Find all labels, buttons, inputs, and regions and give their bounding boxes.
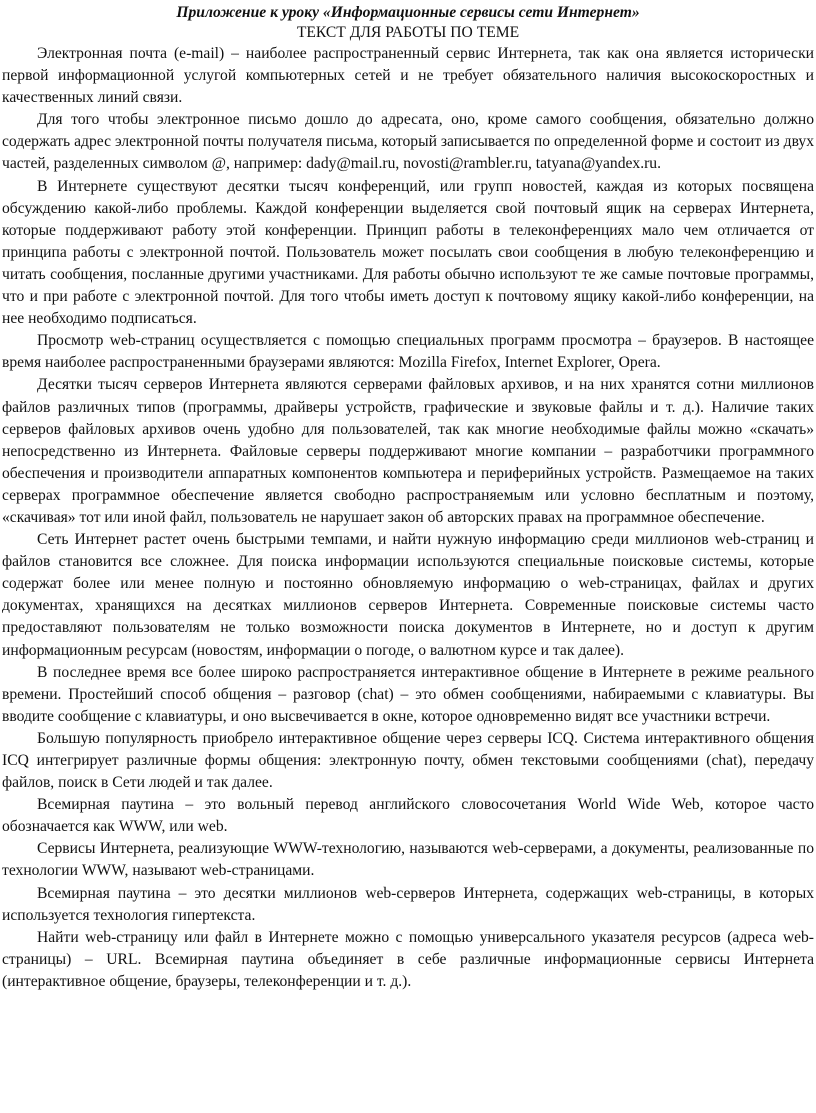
paragraph-browsers: Просмотр web-страниц осуществляется с помощью специальных программ просмотра – браузеров. В настоящее время наиболее распространенными браузерами являются: Mozilla Firefox, Internet Explorer, Opera. [2, 332, 814, 372]
document-subtitle: ТЕКСТ ДЛЯ РАБОТЫ ПО ТЕМЕ [296, 24, 520, 41]
document-title: Приложение к уроку «Информационные сервисы сети Интернет» [176, 4, 640, 21]
paragraph-hypertext: Всемирная паутина – это десятки миллионов web-серверов Интернета, содержащих web-страницы, в которых используется технология гипертекста. [2, 884, 814, 924]
paragraph-email-address: Для того чтобы электронное письмо дошло до адресата, оно, кроме самого сообщения, обязательно должно содержать адрес электронной почты получателя письма, который записывается по определенной форме и состоит из двух частей, разделенных символом @, например: dady@mail.ru, novosti@rambler.ru, tatyana@yandex.ru. [2, 111, 814, 173]
paragraph-file-archives: Десятки тысяч серверов Интернета являются серверами файловых архивов, и на них хранятся сотни миллионов файлов различных типов (программы, драйверы устройств, графические и звуковые файлы и т. д.). Наличие таких серверов файловых архивов очень удобно для пользователей, так как многие необходимые файлы можно «скачать» непосредственно из Интернета. Файловые серверы поддерживают многие компании – разработчики программного обеспечения и производители аппаратных компонентов компьютера и периферийных устройств. Размещаемое на таких серверах программное обеспечение является свободно распространяемым или условно бесплатным и поэтому, «скачивая» тот или иной файл, пользователь не нарушает закон об авторских правах на программное обеспечение. [2, 376, 814, 526]
paragraph-chat: В последнее время все более широко распространяется интерактивное общение в Интернете в режиме реального времени. Простейший способ общения – разговор (chat) – это обмен сообщениями, набираемыми с клавиатуры. Вы вводите сообщение с клавиатуры, и оно высвечивается в окне, которое одновременно видят все участники встречи. [2, 663, 814, 725]
paragraph-url: Найти web-страницу или файл в Интернете можно с помощью универсального указателя ресурсов (адреса web-страницы) – URL. Всемирная паутина объединяет в себе различные информационные сервисы Интернета (интерактивное общение, браузеры, телеконференции и т. д.). [2, 928, 814, 990]
paragraph-web-servers: Сервисы Интернета, реализующие WWW-технологию, называются web-серверами, а документы, реализованные по технологии WWW, называют web-страницами. [2, 840, 814, 880]
paragraph-search-systems: Сеть Интернет растет очень быстрыми темпами, и найти нужную информацию среди миллионов web-страниц и файлов становится все сложнее. Для поиска информации используются специальные поисковые системы, которые содержат более или менее полную и постоянно обновляемую информацию о web-страницах, файлах и других документах, хранящихся на десятках миллионов серверов Интернета. Современные поисковые системы часто предоставляют пользователям не только возможности поиска документов в Интернете, но и доступ к другим информационным ресурсам (новостям, информации о погоде, о валютном курсе и так далее). [2, 531, 814, 659]
paragraph-www-definition: Всемирная паутина – это вольный перевод английского словосочетания World Wide Web, которое часто обозначается как WWW, или web. [2, 796, 814, 836]
paragraph-icq: Большую популярность приобрело интерактивное общение через серверы ICQ. Система интерактивного общения ICQ интегрирует различные формы общения: электронную почту, обмен текстовыми сообщениями (chat), передачу файлов, поиск в Сети людей и так далее. [2, 729, 814, 792]
paragraph-conferences: В Интернете существуют десятки тысяч конференций, или групп новостей, каждая из которых посвящена обсуждению какой-либо проблемы. Каждой конференции выделяется свой почтовый ящик на серверах Интернета, которые поддерживают работу этой конференции. Принцип работы в телеконференциях мало чем отличается от принципа работы с электронной почтой. Пользователь может посылать свои сообщения в любую телеконференцию и читать сообщения, посланные другими участниками. Для работы обычно используют те же самые почтовые программы, что и при работе с электронной почтой. Для того чтобы иметь доступ к почтовому ящику какой-либо конференции, на нее необходимо подписаться. [2, 177, 814, 328]
paragraph-email: Электронная почта (e-mail) – наиболее распространенный сервис Интернета, так как она является исторически первой информационной услугой компьютерных сетей и не требует обязательного наличия высокоскоростных и качественных линий связи. [2, 45, 814, 107]
